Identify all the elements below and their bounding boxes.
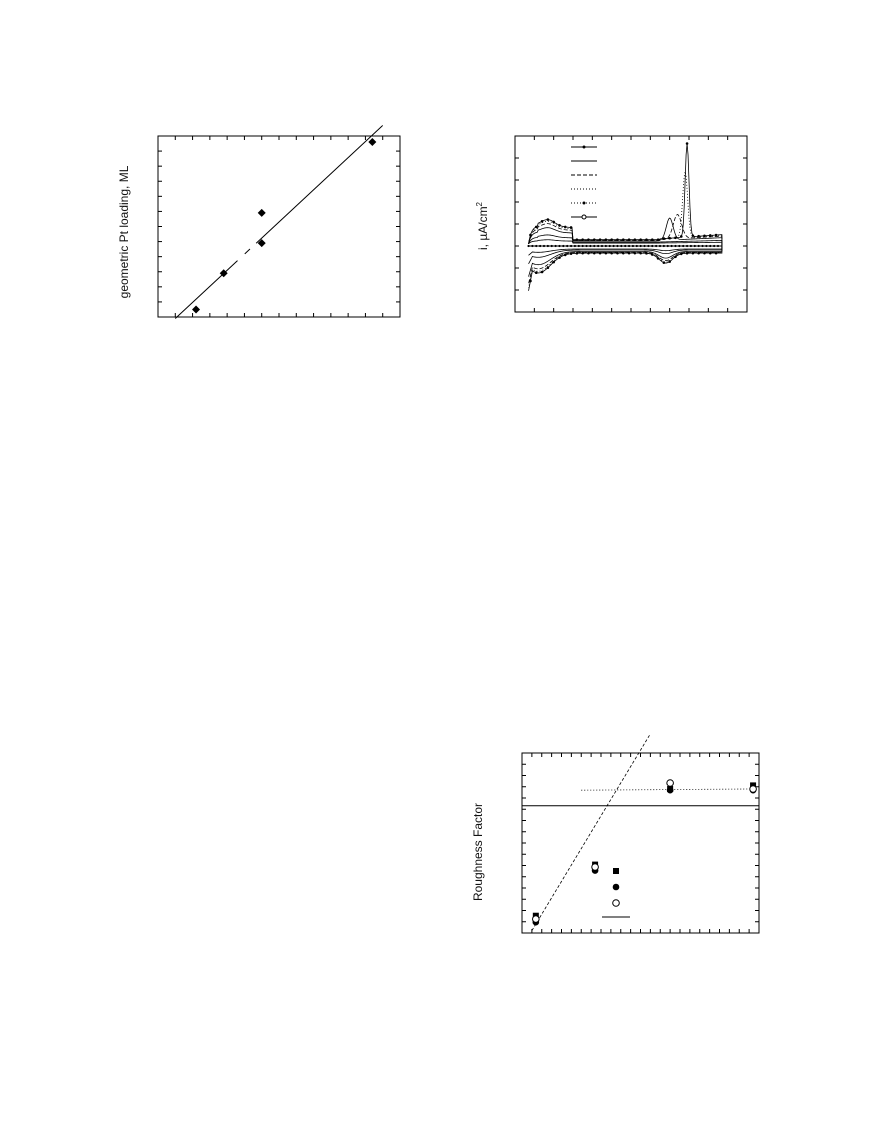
chart2-zero-marker <box>547 245 549 247</box>
chart3-data-point-filled-circle <box>667 787 674 794</box>
chart3-legend-open-circle <box>613 900 620 907</box>
chart2-curve-marker <box>541 271 544 274</box>
chart2-curve-marker <box>576 252 579 255</box>
chart2-curve-marker <box>558 224 561 227</box>
chart2-curve-marker <box>616 238 619 241</box>
chart2-curve-marker <box>628 238 631 241</box>
chart1-ylabel: geometric Pt loading, ML <box>117 165 131 299</box>
chart2-curve-marker <box>535 271 538 274</box>
chart2-curve-marker <box>663 237 666 240</box>
chart1-data-point <box>192 305 200 313</box>
chart2-cv-curve <box>529 144 722 291</box>
chart2-curve-marker <box>674 236 677 239</box>
chart2-zero-marker <box>616 245 618 247</box>
chart2-zero-marker <box>543 245 545 247</box>
chart2-zero-marker <box>570 245 572 247</box>
chart2-curve-marker <box>593 252 596 255</box>
chart2-curve-marker <box>709 252 712 255</box>
chart2-curve-marker <box>703 235 706 238</box>
chart2-curve-marker <box>715 234 718 237</box>
chart2-curve-marker <box>692 252 695 255</box>
chart2-zero-marker <box>651 245 653 247</box>
chart2-curve-marker <box>529 234 532 237</box>
chart2-zero-marker <box>663 245 665 247</box>
chart2-curve-marker <box>547 218 550 221</box>
chart2-zero-marker <box>647 245 649 247</box>
chart2-curve-marker <box>610 238 613 241</box>
chart2-zero-marker <box>643 245 645 247</box>
chart2-curve-marker <box>703 252 706 255</box>
chart2-curve-marker <box>605 252 608 255</box>
chart2-zero-marker <box>601 245 603 247</box>
chart2-zero-marker <box>605 245 607 247</box>
chart2-curve-marker <box>587 252 590 255</box>
chart2-cv-curve <box>529 172 722 288</box>
chart2-curve-marker <box>651 253 654 256</box>
chart3-legend-square <box>613 868 619 874</box>
chart2-curve-marker <box>605 238 608 241</box>
chart2-zero-marker <box>624 245 626 247</box>
chart2-zero-marker <box>620 245 622 247</box>
chart2-curve-marker <box>715 252 718 255</box>
chart2-zero-marker <box>694 245 696 247</box>
chart2-zero-marker <box>585 245 587 247</box>
chart2-curve-marker <box>564 226 567 229</box>
chart2-zero-marker <box>574 245 576 247</box>
chart2-zero-marker <box>589 245 591 247</box>
chart2-ylabel-sup: 2 <box>475 201 484 207</box>
chart2-curve-marker <box>628 252 631 255</box>
chart3-data-point-open-circle <box>533 916 540 923</box>
chart2-curve-marker <box>697 235 700 238</box>
chart2-curve-marker <box>680 235 683 238</box>
chart2-curve-marker <box>686 252 689 255</box>
chart2-ylabel-main: i, µA/cm <box>476 206 490 251</box>
chart2-curve-marker <box>599 238 602 241</box>
chart3-plot-frame <box>522 753 759 933</box>
chart1-plot-frame <box>158 136 400 317</box>
chart3-data-point-open-circle <box>750 786 757 793</box>
chart2-zero-marker <box>698 245 700 247</box>
chart2-curve-marker <box>552 221 555 224</box>
chart1-fit-line-segment <box>256 125 383 243</box>
chart3-legend-filled-circle <box>613 884 620 891</box>
chart2-curve-marker <box>709 234 712 237</box>
chart1-fit-line-segment <box>245 249 250 254</box>
chart2-curve-marker <box>680 253 683 256</box>
chart2-curve-marker <box>651 238 654 241</box>
chart2-zero-marker <box>701 245 703 247</box>
chart2-zero-marker <box>709 245 711 247</box>
chart2-zero-marker <box>593 245 595 247</box>
chart1-fit-line-segment <box>175 261 237 319</box>
chart2-curve-marker <box>570 226 573 229</box>
chart2-curve-marker <box>616 252 619 255</box>
chart2-curve-marker <box>622 238 625 241</box>
chart1-data-point <box>368 138 376 146</box>
chart2-zero-marker <box>597 245 599 247</box>
chart-cyclic-voltammogram <box>515 136 747 312</box>
chart2-curve-marker <box>587 238 590 241</box>
chart2-zero-marker <box>609 245 611 247</box>
chart2-curve-marker <box>547 266 550 269</box>
chart2-zero-marker <box>628 245 630 247</box>
chart2-zero-marker <box>562 245 564 247</box>
chart2-curve-marker <box>552 261 555 264</box>
chart2-curve-marker <box>663 261 666 264</box>
chart2-zero-marker <box>671 245 673 247</box>
chart2-curve-marker <box>529 280 532 283</box>
chart2-curve-marker <box>610 252 613 255</box>
chart2-zero-marker <box>613 245 615 247</box>
chart2-curve-marker <box>697 252 700 255</box>
chart3-data-point-open-circle <box>667 780 674 787</box>
chart2-zero-marker <box>558 245 560 247</box>
chart3-dashed-fit <box>532 734 651 931</box>
chart2-zero-marker <box>717 245 719 247</box>
chart2-zero-marker <box>566 245 568 247</box>
chart2-zero-marker <box>582 245 584 247</box>
chart2-curve-marker <box>581 252 584 255</box>
chart2-curve-marker <box>599 252 602 255</box>
chart2-zero-marker <box>636 245 638 247</box>
chart2-zero-marker <box>713 245 715 247</box>
chart2-zero-marker <box>674 245 676 247</box>
chart2-legend-marker <box>582 215 586 219</box>
chart2-zero-marker <box>655 245 657 247</box>
chart2-curve-marker <box>558 256 561 259</box>
chart2-zero-marker <box>632 245 634 247</box>
chart2-curve-marker <box>645 238 648 241</box>
chart2-curve-marker <box>657 238 660 241</box>
chart2-zero-marker <box>551 245 553 247</box>
chart2-curve-marker <box>581 238 584 241</box>
chart2-curve-marker <box>668 237 671 240</box>
chart2-curve-marker <box>576 238 579 241</box>
chart2-curve-marker <box>570 252 573 255</box>
chart2-curve-marker <box>692 234 695 237</box>
chart-pt-loading <box>158 125 400 318</box>
chart-roughness-factor <box>522 734 759 933</box>
chart3-data-point-open-circle <box>592 864 599 871</box>
chart2-curve-marker <box>535 226 538 229</box>
chart2-zero-marker <box>535 245 537 247</box>
chart2-zero-marker <box>527 245 529 247</box>
chart2-zero-marker <box>667 245 669 247</box>
chart2-curve-marker <box>622 252 625 255</box>
chart2-curve-marker <box>686 142 689 145</box>
chart2-curve-marker <box>657 257 660 260</box>
chart2-legend-marker <box>583 202 586 205</box>
chart2-zero-marker <box>555 245 557 247</box>
chart2-curve-marker <box>645 252 648 255</box>
chart2-curve-marker <box>674 255 677 258</box>
chart2-zero-marker <box>531 245 533 247</box>
chart2-zero-marker <box>578 245 580 247</box>
chart2-zero-marker <box>690 245 692 247</box>
chart3-dotted-plateau <box>581 789 749 790</box>
chart2-curve-marker <box>634 238 637 241</box>
chart2-curve-marker <box>634 252 637 255</box>
chart2-curve-marker <box>668 260 671 263</box>
chart2-zero-marker <box>539 245 541 247</box>
chart2-zero-marker <box>659 245 661 247</box>
chart2-zero-marker <box>682 245 684 247</box>
chart2-zero-marker <box>640 245 642 247</box>
chart2-curve-marker <box>564 254 567 257</box>
chart2-cv-curve <box>529 218 722 277</box>
chart2-zero-marker <box>705 245 707 247</box>
chart2-curve-marker <box>593 238 596 241</box>
chart2-ylabel <box>475 201 490 250</box>
chart1-data-point <box>258 209 266 217</box>
chart2-curve-marker <box>639 252 642 255</box>
chart3-ylabel: Roughness Factor <box>471 802 485 902</box>
chart2-legend-marker <box>583 146 586 149</box>
chart2-zero-marker <box>686 245 688 247</box>
chart2-curve-marker <box>639 238 642 241</box>
chart2-curve-marker <box>541 220 544 223</box>
chart2-zero-marker <box>678 245 680 247</box>
